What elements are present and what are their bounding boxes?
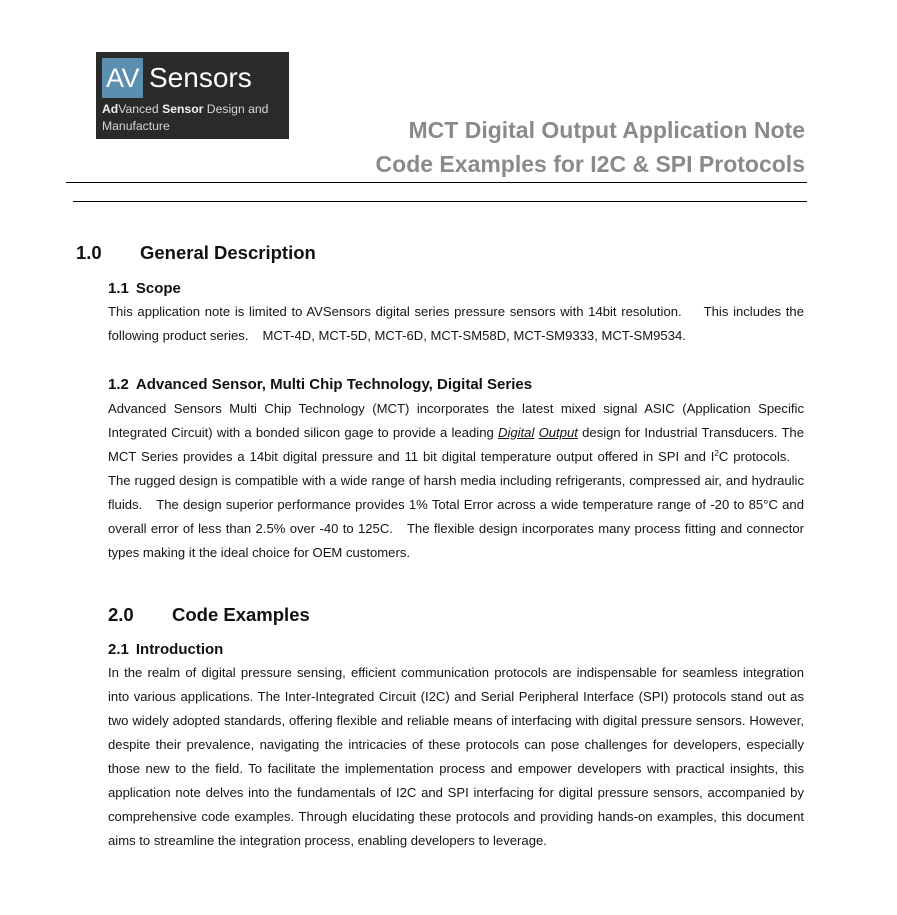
logo-tagline [102, 101, 287, 135]
emphasis-output: Output [538, 425, 578, 440]
av-sensors-logo [96, 52, 289, 139]
section-number: 2.0 [108, 604, 134, 625]
section-heading-1 [76, 241, 316, 265]
tagline-sensor: Sensor [162, 102, 204, 116]
subsection-number: 2.1 [108, 641, 129, 658]
scope-sentence-1: This application note is limited to AVSensors digital series pressure sensors with 14bit resolution. [108, 304, 682, 319]
subsection-number: 1.2 [108, 376, 129, 393]
subsection-title: Introduction [135, 641, 224, 658]
mct-text: The rugged design is compatible with a wide range of harsh media including refrigerants, compressed air, and hydraulic fluids. [108, 473, 804, 512]
subsection-title: Scope [135, 280, 181, 297]
superscript-2: 2 [714, 449, 719, 458]
subsection-heading-2-1 [108, 640, 223, 660]
title-line-1: MCT Digital Output Application Note [408, 117, 805, 143]
section-heading-2 [108, 603, 310, 627]
document-title [376, 113, 805, 181]
tagline-ad: Ad [102, 102, 119, 116]
subsection-title: Advanced Sensor, Multi Chip Technology, Digital Series [135, 376, 533, 393]
tagline-vanced: Vanced [118, 102, 163, 116]
tagline-rest: Design and Manufacture [102, 102, 269, 133]
mct-text: C protocols. [718, 449, 790, 464]
subsection-heading-1-1 [108, 279, 181, 299]
header-rule-top [66, 182, 807, 183]
mct-description-paragraph [108, 397, 804, 565]
subsection-number: 1.1 [108, 280, 129, 297]
logo-wordmark: Sensors [149, 62, 252, 93]
scope-paragraph [108, 300, 804, 348]
title-line-2: Code Examples for I2C & SPI Protocols [375, 151, 805, 177]
subsection-heading-1-2 [108, 375, 532, 395]
logo-av-mark: AV [102, 58, 143, 98]
introduction-paragraph: In the realm of digital pressure sensing, efficient communication protocols are indispensable for seamless integration into various applications. The Inter-Integrated Circuit (I2C) and Serial Peripheral Interface (SPI) protocols stand out as two widely adopted standards, offering flexible and reliable means of interfacing with digital pressure sensors. However, despite their prevalence, navigating the intricacies of these protocols can pose challenges for developers, especially those new to the field. To facilitate the implementation process and empower developers with practical insights, this application note delves into the fundamentals of I2C and SPI interfacing for digital pressure sensors, accompanied by comprehensive code examples. Through elucidating these protocols and providing hands-on examples, this document aims to streamline the integration process, enabling developers to leverage. [108, 665, 804, 848]
scope-sentence-2: This includes the following product series. [108, 304, 804, 343]
section-number: 1.0 [76, 242, 102, 263]
mct-text: The flexible design incorporates many process fitting and connector types making it the ideal choice for OEM customers. [108, 521, 805, 560]
mct-text: design for Industrial Transducers. The MCT Series provides a 14bit digital pressure and 11 bit digital temperature output offered in SPI and I [108, 425, 805, 464]
mct-text: The design superior performance provides 1% Total Error across a wide temperature range of -20 to 85°C and overall error of less than 2.5% over -40 to 125C. [108, 497, 804, 536]
section-title: General Description [140, 242, 316, 263]
mct-text: Advanced Sensors Multi Chip Technology (MCT) incorporates the latest mixed signal ASIC (Application Specific Integrated Circuit) with a bonded silicon gage to provide a leading [108, 401, 804, 440]
emphasis-digital: Digital [497, 425, 535, 440]
section-title: Code Examples [172, 604, 310, 625]
scope-product-list: MCT-4D, MCT-5D, MCT-6D, MCT-SM58D, MCT-SM9333, MCT-SM9534. [262, 328, 686, 343]
header-rule-bottom [73, 201, 807, 202]
